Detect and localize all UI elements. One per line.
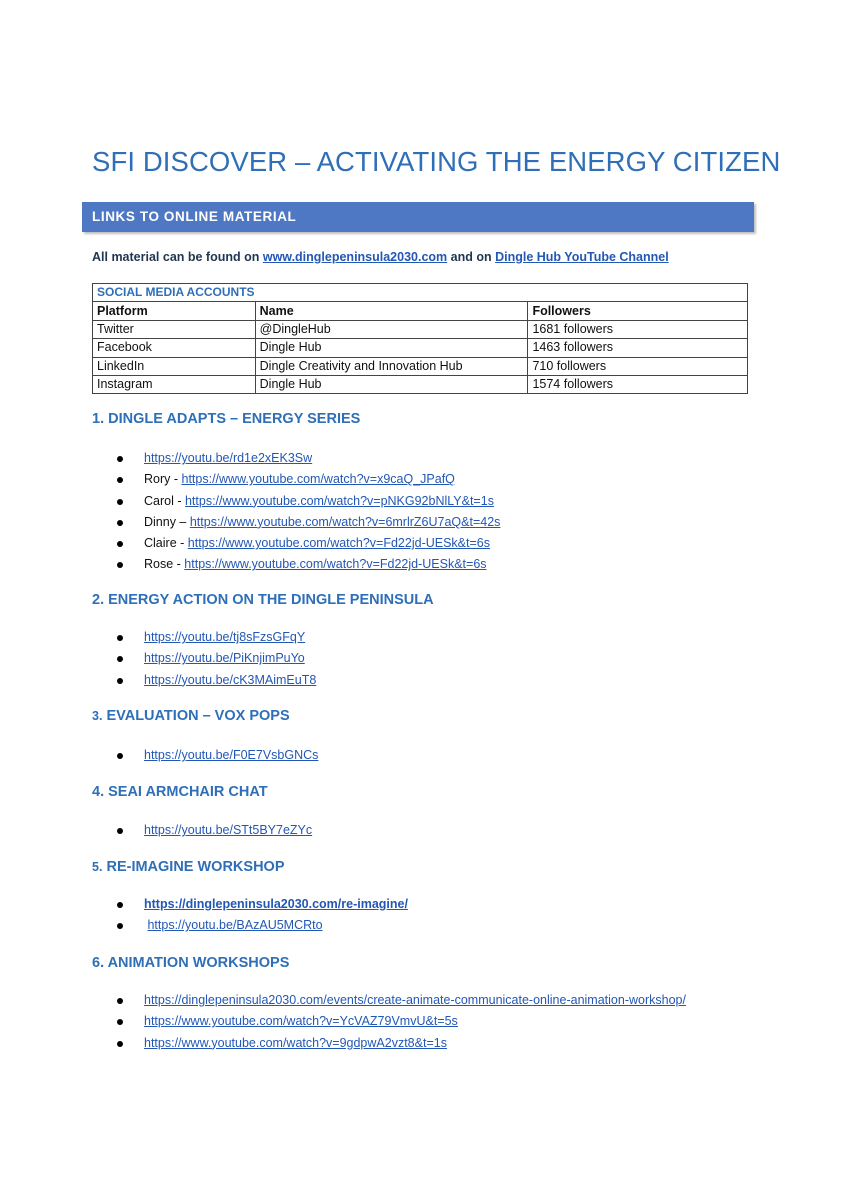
bullet-icon (117, 753, 123, 759)
list-item (110, 820, 312, 841)
table-cell: @DingleHub (255, 320, 528, 338)
section-heading-energy-action: 2. ENERGY ACTION ON THE DINGLE PENINSULA (92, 592, 434, 608)
section-heading-re-imagine: 5. RE-IMAGINE WORKSHOP (92, 859, 285, 875)
list-item (110, 648, 316, 669)
link-list-re-imagine (110, 894, 408, 937)
table-cell: 1463 followers (528, 339, 748, 357)
banner-label: LINKS TO ONLINE MATERIAL (92, 209, 297, 224)
website-link[interactable]: www.dinglepeninsula2030.com (262, 250, 448, 264)
list-item (110, 915, 408, 936)
table-cell: Dingle Creativity and Innovation Hub (255, 357, 528, 375)
bullet-icon (117, 998, 123, 1004)
video-link[interactable]: https://www.youtube.com/watch?v=9gdpwA2vzt8&t=1s (144, 1035, 447, 1050)
section-heading-dingle-adapts: 1. DINGLE ADAPTS – ENERGY SERIES (92, 411, 361, 427)
section-heading-evaluation: 3. EVALUATION – VOX POPS (92, 708, 290, 724)
video-link[interactable]: https://www.youtube.com/watch?v=YcVAZ79VmvU&t=5s (144, 1014, 458, 1029)
intro-line (92, 250, 669, 264)
link-list-evaluation (110, 745, 318, 766)
table-cell: Facebook (93, 339, 256, 357)
table-cell: Dingle Hub (255, 375, 528, 393)
video-link[interactable]: https://youtu.be/cK3MAimEuT8 (144, 672, 317, 687)
column-header-name: Name (255, 302, 528, 320)
bullet-icon (117, 902, 123, 908)
list-item: Carol - https://www.youtube.com/watch?v=pNKG92bNlLY&t=1s (110, 491, 500, 512)
table-row (93, 375, 748, 393)
table-header-row (93, 302, 748, 320)
section-banner (82, 202, 754, 232)
table-cell: 1681 followers (528, 320, 748, 338)
intro-prefix: All material can be found on (92, 250, 263, 264)
bullet-icon (117, 678, 123, 684)
social-media-table (92, 283, 748, 394)
list-item (110, 894, 408, 915)
video-link[interactable]: https://youtu.be/BAzAU5MCRto (147, 918, 323, 933)
table-cell: Instagram (93, 375, 256, 393)
list-item: Rose - https://www.youtube.com/watch?v=Fd22jd-UESk&t=6s (110, 554, 500, 575)
bullet-icon (117, 477, 123, 483)
re-imagine-page-link[interactable]: https://dinglepeninsula2030.com/re-imagine/ (144, 897, 408, 911)
section-heading-animation-workshops: 6. ANIMATION WORKSHOPS (92, 955, 290, 971)
list-item (110, 990, 686, 1011)
list-item (110, 627, 316, 648)
list-item: Claire - https://www.youtube.com/watch?v=Fd22jd-UESk&t=6s (110, 533, 500, 554)
section-heading-seai-armchair-chat: 4. SEAI ARMCHAIR CHAT (92, 784, 268, 800)
bullet-icon (117, 1041, 123, 1047)
link-list-animation (110, 990, 686, 1054)
table-cell: 710 followers (528, 357, 748, 375)
column-header-platform: Platform (93, 302, 256, 320)
table-caption: SOCIAL MEDIA ACCOUNTS (93, 284, 748, 302)
link-list-dingle-adapts (110, 448, 500, 576)
bullet-icon (117, 520, 123, 526)
column-header-followers: Followers (528, 302, 748, 320)
bullet-icon (117, 562, 123, 568)
bullet-icon (117, 923, 123, 929)
video-link[interactable]: https://www.youtube.com/watch?v=Fd22jd-UESk&t=6s (187, 536, 490, 551)
video-link[interactable]: https://www.youtube.com/watch?v=6mrlrZ6U7aQ&t=42s (189, 514, 501, 529)
intro-middle: and on (447, 250, 496, 264)
bullet-icon (117, 541, 123, 547)
bullet-icon (117, 828, 123, 834)
video-link[interactable]: https://youtu.be/F0E7VsbGNCs (144, 748, 319, 762)
bullet-icon (117, 1019, 123, 1025)
link-list-seai (110, 820, 312, 841)
table-cell: 1574 followers (528, 375, 748, 393)
table-cell: Dingle Hub (255, 339, 528, 357)
video-link[interactable]: https://youtu.be/STt5BY7eZYc (144, 823, 313, 837)
table-row (93, 357, 748, 375)
table-cell: Twitter (93, 320, 256, 338)
bullet-icon (117, 456, 123, 462)
list-item (110, 1033, 686, 1054)
bullet-icon (117, 656, 123, 662)
bullet-icon (117, 499, 123, 505)
document-title: SFI DISCOVER – ACTIVATING THE ENERGY CITIZEN (92, 146, 781, 177)
list-item (110, 670, 316, 691)
bullet-icon (117, 635, 123, 641)
table-row (93, 339, 748, 357)
video-link[interactable]: https://www.youtube.com/watch?v=x9caQ_JPafQ (181, 472, 455, 487)
workshop-event-link[interactable]: https://dinglepeninsula2030.com/events/create-animate-communicate-online-animation-workshop/ (144, 993, 686, 1007)
youtube-channel-link[interactable]: Dingle Hub YouTube Channel (495, 250, 669, 264)
video-link[interactable]: https://www.youtube.com/watch?v=Fd22jd-UESk&t=6s (184, 557, 487, 572)
video-link[interactable]: https://youtu.be/rd1e2xEK3Sw (144, 451, 313, 465)
table-cell: LinkedIn (93, 357, 256, 375)
list-item (110, 1011, 686, 1032)
video-link[interactable]: https://youtu.be/tj8sFzsGFqY (144, 630, 306, 644)
video-link[interactable]: https://www.youtube.com/watch?v=pNKG92bNlLY&t=1s (184, 493, 494, 508)
list-item: Rory - https://www.youtube.com/watch?v=x9caQ_JPafQ (110, 469, 500, 490)
list-item: Dinny – https://www.youtube.com/watch?v=6mrlrZ6U7aQ&t=42s (110, 512, 500, 533)
table-row (93, 320, 748, 338)
video-link[interactable]: https://youtu.be/PiKnjimPuYo (144, 651, 305, 666)
link-list-energy-action (110, 627, 316, 691)
list-item (110, 448, 500, 469)
list-item (110, 745, 318, 766)
